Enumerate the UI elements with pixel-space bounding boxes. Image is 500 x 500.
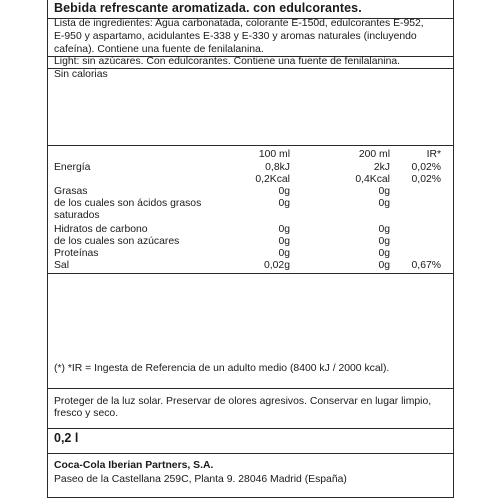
nutrient-value-ir: 0,67% xyxy=(411,260,441,271)
nutrient-value-100ml: 0g xyxy=(278,224,290,235)
nutrient-value-100ml: 0g xyxy=(278,236,290,247)
nutrient-value-ir: 0,02% xyxy=(411,162,441,173)
nutrient-label: de los cuales son azúcares xyxy=(54,236,180,247)
nutrient-value-200ml: 0g xyxy=(378,198,390,209)
nutrient-value-200ml: 0g xyxy=(378,236,390,247)
nutrient-label: Energía xyxy=(54,162,91,173)
nutrient-label: saturados xyxy=(54,210,100,221)
nutrient-value-200ml: 0,4Kcal xyxy=(355,174,390,185)
storage-section xyxy=(48,389,453,429)
nutrient-value-ir: 0,02% xyxy=(411,174,441,185)
claims-section xyxy=(48,69,453,146)
company-address: Paseo de la Castellana 259C, Planta 9. 28046 Madrid (España) xyxy=(54,474,347,485)
nutrient-value-100ml: 0,2Kcal xyxy=(255,174,290,185)
ingredients-line: cafeína). Contiene una fuente de fenilalanina. xyxy=(54,44,264,55)
nutrient-value-100ml: 0g xyxy=(278,198,290,209)
sin-calorias-claim: Sin calorias xyxy=(54,69,108,80)
company-section xyxy=(48,454,453,497)
nutrient-value-100ml: 0,8kJ xyxy=(265,162,290,173)
nutrient-label: Grasas xyxy=(54,186,88,197)
nutrient-label: Sal xyxy=(54,260,70,271)
ir-footnote: (*) *IR = Ingesta de Referencia de un adulto medio (8400 kJ / 2000 kcal). xyxy=(54,363,390,374)
net-volume: 0,2 l xyxy=(54,431,79,445)
nutrient-label: de los cuales son ácidos grasos xyxy=(54,198,202,209)
nutrient-value-200ml: 0g xyxy=(378,248,390,259)
nutrition-header-100ml: 100 ml xyxy=(258,149,290,160)
nutrition-header-ir: IR* xyxy=(426,149,441,160)
nutrient-label: Hidratos de carbono xyxy=(54,224,148,235)
nutrient-value-200ml: 0g xyxy=(378,224,390,235)
nutrient-value-100ml: 0g xyxy=(278,186,290,197)
light-section xyxy=(48,57,453,69)
storage-line: fresco y seco. xyxy=(54,408,119,419)
company-name: Coca-Cola Iberian Partners, S.A. xyxy=(54,460,214,471)
ingredients-section xyxy=(48,19,453,57)
volume-section xyxy=(48,429,453,454)
nutrient-value-200ml: 0g xyxy=(378,186,390,197)
nutrient-value-100ml: 0,02g xyxy=(263,260,290,271)
nutrition-table xyxy=(48,146,453,274)
nutrition-header-200ml: 200 ml xyxy=(358,149,390,160)
nutrient-label: Proteínas xyxy=(54,248,99,259)
nutrient-value-200ml: 0g xyxy=(378,260,390,271)
product-label xyxy=(47,0,454,498)
product-title: Bebida refrescante aromatizada. con edulcorantes. xyxy=(54,1,362,15)
title-section xyxy=(48,0,453,19)
ingredients-line: E-950 y aspartamo, acidulantes E-338 y E-330 y aromas naturales (incluyendo xyxy=(54,31,417,42)
nutrient-value-200ml: 2kJ xyxy=(373,162,390,173)
ir-note-section xyxy=(48,274,453,389)
nutrient-value-100ml: 0g xyxy=(278,248,290,259)
storage-line: Proteger de la luz solar. Preservar de olores agresivos. Conservar en lugar limpio, xyxy=(54,396,432,407)
ingredients-line: Lista de ingredientes: Agua carbonatada, colorante E-150d, edulcorantes E-952, xyxy=(54,18,424,29)
light-statement: Light: sin azúcares. Con edulcorantes. Contiene una fuente de fenilalanina. xyxy=(54,56,401,67)
